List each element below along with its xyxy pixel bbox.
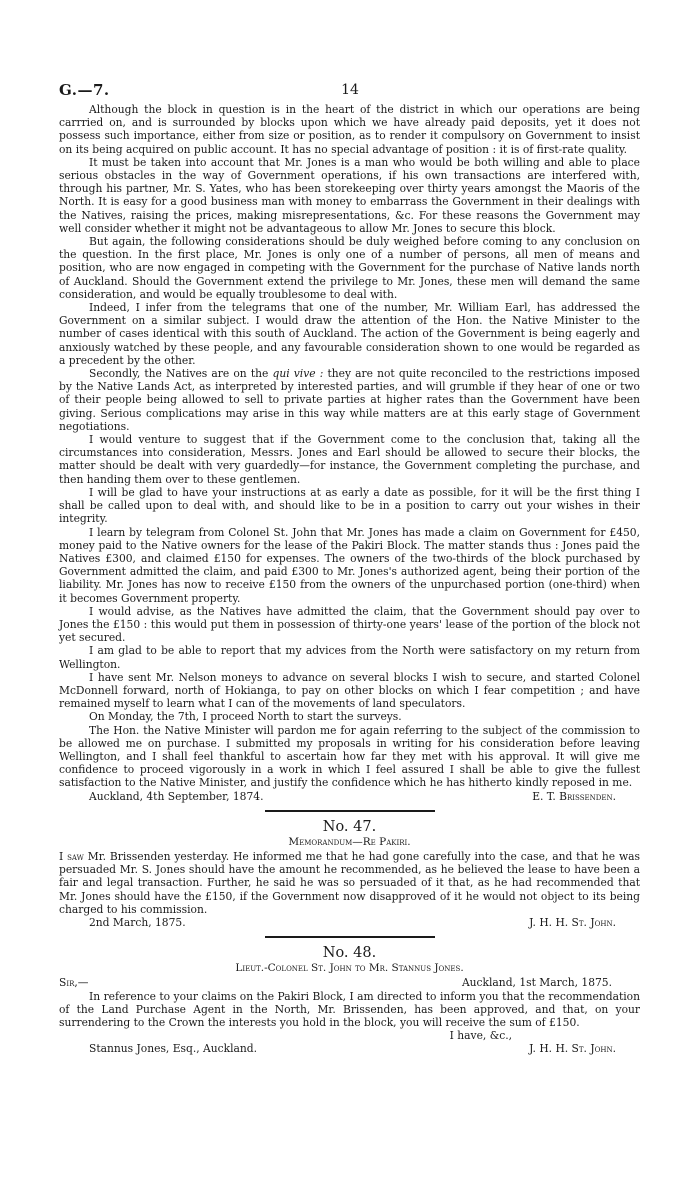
paragraph: I will be glad to have your instructions at as early a date as possible, for it will be the first thing I shall be called upon to deal with, and should like to be in a position to carry out your wishes in their integrity. (59, 485, 640, 526)
addressee: Stannus Jones, Esq., Auckland. (89, 1042, 258, 1056)
memorandum-body: Mr. Brissenden yesterday. He informed me that he had gone carefully into the case, and that he was persuaded Mr. S. Jones should have the amount he recommended, as he believed the lease to have been a fair and legal transaction. Further, he said he was so persuaded of it that, as he had recommended that Mr. Jones should have the £150, if the Government now disapproved of it he would not object to its being charged to his commission. (59, 849, 640, 916)
paragraph: I would venture to suggest that if the Government come to the conclusion that, taking all the circumstances into consideration, Messrs. Jones and Earl should be allowed to secure their blocks, the matter should be dealt with very guardedly—for instance, the Government completing the purchase, and then handing them over to these gentlemen. (59, 433, 640, 486)
section-number: No. 47. (322, 818, 377, 835)
italic-phrase: qui vive : (272, 367, 324, 381)
section-number: No. 48. (322, 945, 377, 962)
memorandum-lead: I saw (59, 849, 84, 863)
section-divider (265, 810, 435, 812)
section-divider (265, 936, 435, 938)
signature: J. H. H. St. John. (529, 1042, 616, 1056)
paragraph: Indeed, I infer from the telegrams that one of the number, Mr. William Earl, has addressed the Government on a similar subject. I would draw the attention of the Hon. the Native Minister to the number of cases identical with this south of Auckland. The action of the Government is being eagerly and anxiously watched by these people, and any favourable consideration shown to one would be regarded as a precedent by the other. (59, 301, 640, 367)
section-title: Memorandum—Re Pakiri. (288, 835, 411, 848)
paragraph-lead: Secondly, the Natives are on the (89, 367, 273, 381)
paragraph: Although the block in question is in the heart of the district in which our operations are being carrried on, and is surrounded by blocks upon which we have already paid deposits, yet it does not possess such importance, either from size or position, as to render it compulsory on Government to insist on its being acquired on public account. It has no special advantage of position : it is of first-rate quality. (59, 103, 640, 156)
paragraph: But again, the following considerations should be duly weighed before coming to any conclusion on the question. In the first place, Mr. Jones is only one of a number of persons, all men of means and position, who are now engaged in competing with the Government for the purchase of Native lands north of Auckland. Should the Government extend the privilege to Mr. Jones, these men will demand the same consideration, and would be equally troublesome to deal with. (59, 235, 640, 301)
paragraph: On Monday, the 7th, I proceed North to start the surveys. (89, 710, 402, 724)
signature: J. H. H. St. John. (529, 915, 616, 929)
letter-place-date: Auckland, 1st March, 1875. (461, 976, 612, 990)
place-date: Auckland, 4th September, 1874. (89, 789, 264, 803)
paragraph: It must be taken into account that Mr. Jones is a man who would be both willing and able to place serious obstacles in the way of Government operations, if his own transactions are interfered with, through his partner, Mr. S. Yates, who has been storekeeping over thirty years amongst the Maoris of the North. It is easy for a good business man with money to embarrass the Government in their dealings with the Natives, raising the prices, making misrepresentations, &c. For these reasons the Government may well consider whether it might not be advantageous to allow Mr. Jones to secure this block. (59, 155, 640, 235)
letter-closing: I have, &c., (449, 1029, 512, 1043)
salutation: Sir,— (59, 976, 89, 990)
paragraph: I have sent Mr. Nelson moneys to advance on several blocks I wish to secure, and started Colonel McDonnell forward, north of Hokianga, to pay on other blocks on which I fear competition ; and have remained myself to learn what I can of the movements of land speculators. (59, 670, 640, 711)
letter-address-line (59, 976, 640, 989)
paragraph: I learn by telegram from Colonel St. John that Mr. Jones has made a claim on Government for £450, money paid to the Native owners for the lease of the Pakiri Block. The matter stands thus : Jones paid the Natives £300, and claimed £150 for expenses. The owners of the two-thirds of the block purchased by Government admitted the claim, and paid £300 to Mr. Jones's authorized agent, being their portion of the liability. Mr. Jones has now to receive £150 from the owners of the unpurchased portion (one-third) when it becomes Government property. (59, 525, 640, 605)
section-title: Lieut.-Colonel St. John to Mr. Stannus Jones. (235, 962, 464, 975)
page-number: 14 (341, 82, 359, 98)
series-code: G.—7. (59, 81, 110, 99)
memorandum-date: 2nd March, 1875. (89, 915, 186, 929)
signature: E. T. Brissenden. (532, 789, 616, 803)
letter-signature-line (59, 1042, 640, 1055)
paragraph: The Hon. the Native Minister will pardon me for again referring to the subject of the commission to be allowed me on purchase. I submitted my proposals in writing for his consideration before leaving Wellington, and I shall feel thankful to ascertain how far they met with his approval. It will give me confidence to proceed vigorously in a work in which I feel assured I shall be able to give the fullest satisfaction to the Native Minister, and justify the confidence which he has hitherto kindly reposed in me. (59, 723, 640, 790)
paragraph (59, 367, 640, 433)
letter-text: In reference to your claims on the Pakiri Block, I am directed to inform you that the recommendation of the Land Purchase Agent in the North, Mr. Brissenden, has been approved, and that, on your surrendering to the Crown the interests you hold in the block, you will receive the sum of £150. (59, 989, 640, 1029)
paragraph: I would advise, as the Natives have admitted the claim, that the Government should pay over to Jones the £150 : this would put them in possession of thirty-one years' lease of the portion of the block not yet secured. (59, 604, 640, 645)
document-body (59, 103, 640, 1056)
report-signature-line (59, 790, 640, 803)
paragraph-rest: they are not quite reconciled to the restrictions imposed by the Native Lands Act, as interpreted by interested parties, and will grumble if they hear of one or two of their people being allowed to sell to private parties at higher rates than the Government have been giving. Serious complications may arise in this way while matters are at this early stage of Government negotiations. (59, 367, 640, 433)
memorandum-signature-line (59, 916, 640, 929)
paragraph: I am glad to be able to report that my advices from the North were satisfactory on my return from Wellington. (59, 644, 640, 671)
memorandum-text (59, 850, 640, 916)
